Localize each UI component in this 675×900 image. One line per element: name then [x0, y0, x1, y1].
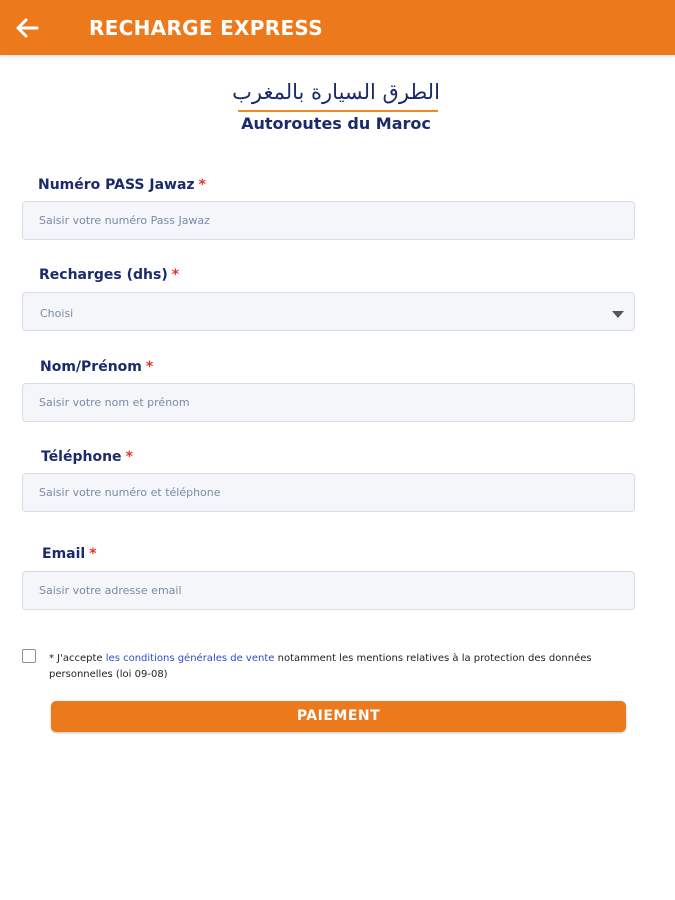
- pass-number-input[interactable]: [23, 202, 634, 239]
- phone-input[interactable]: [23, 474, 634, 511]
- required-mark: *: [89, 546, 97, 562]
- logo-french-text: Autoroutes du Maroc: [241, 114, 431, 133]
- arrow-left-icon: [14, 15, 40, 41]
- recharge-select[interactable]: [22, 292, 635, 331]
- phone-field[interactable]: [22, 473, 635, 512]
- terms-link[interactable]: les conditions générales de vente: [105, 653, 275, 664]
- email-label: [42, 546, 97, 562]
- terms-suffix: notamment les mentions relatives à la protection des données personnelles (loi 09-08): [49, 653, 592, 680]
- terms-checkbox[interactable]: [22, 649, 36, 663]
- required-mark: *: [125, 449, 133, 465]
- name-label-text: Nom/Prénom: [40, 359, 142, 375]
- name-label: [40, 359, 153, 375]
- required-mark: *: [171, 267, 180, 283]
- required-mark: *: [145, 359, 154, 375]
- phone-label: [41, 449, 133, 465]
- phone-label-text: Téléphone: [41, 449, 122, 465]
- payment-button[interactable]: PAIEMENT: [51, 701, 626, 732]
- email-field[interactable]: [22, 571, 635, 610]
- terms-text: [49, 651, 619, 683]
- chevron-down-icon: [612, 311, 624, 318]
- name-field[interactable]: [22, 383, 635, 422]
- required-mark: *: [198, 177, 206, 193]
- pass-number-label: [38, 177, 206, 193]
- email-input[interactable]: [23, 572, 634, 609]
- email-label-text: Email: [42, 546, 86, 562]
- page-title: RECHARGE EXPRESS: [89, 16, 323, 40]
- back-button[interactable]: [14, 15, 40, 41]
- logo-arabic-text: الطرق السيارة بالمغرب: [232, 80, 440, 104]
- name-input[interactable]: [23, 384, 634, 421]
- pass-number-field[interactable]: [22, 201, 635, 240]
- pass-number-label-text: Numéro PASS Jawaz: [38, 177, 195, 193]
- logo-divider: [238, 110, 438, 112]
- recharge-select-value: Choisi: [40, 307, 74, 320]
- recharge-label-text: Recharges (dhs): [39, 267, 168, 283]
- terms-prefix: * J'accepte: [49, 653, 103, 664]
- app-bar: [0, 0, 675, 55]
- recharge-label: [39, 267, 179, 283]
